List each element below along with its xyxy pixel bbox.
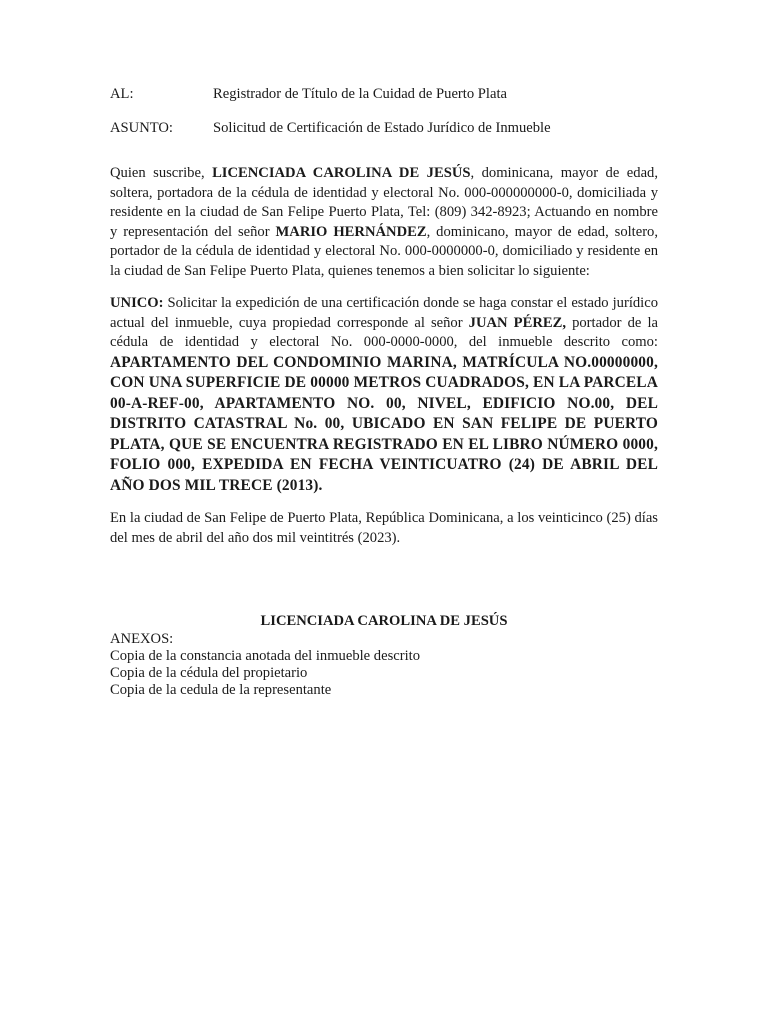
annex-item: Copia de la cédula del propietario (110, 665, 308, 681)
letter-document (110, 84, 658, 699)
subject-line (110, 118, 658, 138)
represented-name: MARIO HERNÁNDEZ (275, 223, 427, 240)
request-text-2: portador de la cédula de identidad y electoral No. 000-0000-0000, del inmueble descrito como: (110, 314, 658, 350)
intro-text-3: , dominicano, mayor de edad, soltero, portador de la cédula de identidad y electoral No. 000-0000000-0, domiciliado y residente en la ciudad de San Felipe Puerto Plata, quienes tenemos a bien solicitar lo siguiente: (110, 223, 659, 279)
owner-name: JUAN PÉREZ, (468, 314, 566, 331)
subject-value: Solicitud de Certificación de Estado Jurídico de Inmueble (213, 120, 551, 136)
annex-item: Copia de la constancia anotada del inmueble descrito (110, 648, 421, 664)
signature-name: LICENCIADA CAROLINA DE JESÚS (260, 613, 508, 629)
addressee-label: AL: (110, 86, 134, 102)
annex-item: Copia de la cedula de la representante (110, 682, 332, 698)
intro-paragraph (110, 164, 658, 281)
closing-paragraph: En la ciudad de San Felipe de Puerto Plata, República Dominicana, a los veinticinco (25) días del mes de abril del año dos mil veintitrés (2023). (110, 510, 658, 546)
request-heading: UNICO: (110, 295, 164, 311)
annexes-title: ANEXOS: (110, 631, 174, 647)
subject-label: ASUNTO: (110, 120, 173, 136)
request-text-1: Solicitar la expedición de una certificación donde se haga constar el estado jurídico actual del inmueble, cuya propiedad corresponde al señor (110, 295, 658, 331)
addressee-value: Registrador de Título de la Cuidad de Puerto Plata (213, 86, 507, 102)
addressee-line (110, 84, 658, 104)
intro-text-2: , dominicana, mayor de edad, soltera, portadora de la cédula de identidad y electoral No. 000-000000000-0, domiciliada y residente en la ciudad de San Felipe Puerto Plata, Tel: (809) 342-8923; Actuando en nombre y representación del señor (110, 165, 658, 240)
request-paragraph (110, 294, 658, 496)
property-description: APARTAMENTO DEL CONDOMINIO MARINA, MATRÍCULA NO.00000000, CON UNA SUPERFICIE DE 00000 METROS CUADRADOS, EN LA PARCELA 00-A-REF-00, APARTAMENTO NO. 00, NIVEL, EDIFICIO NO.00, DEL DISTRITO CATASTRAL No. 00, UBICADO EN SAN FELIPE DE PUERTO PLATA, QUE SE ENCUENTRA REGISTRADO EN EL LIBRO NÚMERO 0000, FOLIO 000, EXPEDIDA EN FECHA VEINTICUATRO (24) DE ABRIL DEL AÑO DOS MIL TRECE (2013). (110, 353, 658, 494)
annexes-section (110, 631, 658, 699)
signer-name: LICENCIADA CAROLINA DE JESÚS (212, 165, 471, 181)
intro-text-1: Quien suscribe, (110, 165, 213, 181)
